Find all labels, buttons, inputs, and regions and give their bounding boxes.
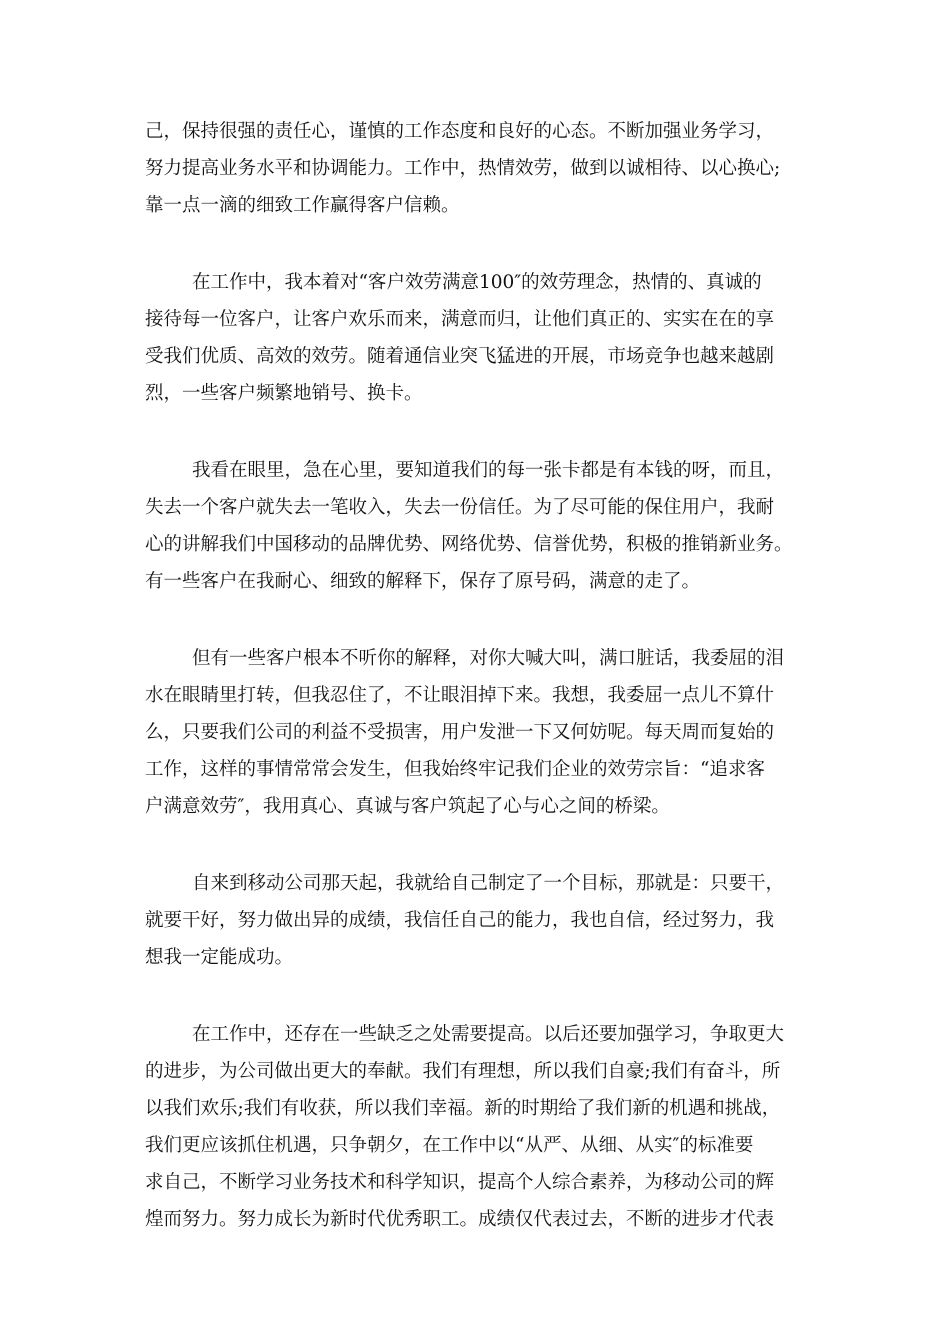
paragraph-4 [145, 640, 815, 825]
text-line: 心的讲解我们中国移动的品牌优势、网络优势、信誉优势，积极的推销新业务。 [145, 534, 793, 555]
text-line: 就要干好，努力做出异的成绩，我信任自己的能力，我也自信，经过努力，我 [145, 910, 775, 931]
text-line: 接待每一位客户，让客户欢乐而来，满意而归，让他们真正的、实实在在的享 [145, 309, 775, 330]
paragraph-6 [145, 1016, 815, 1238]
text-line: 以我们欢乐;我们有收获，所以我们幸福。新的时期给了我们新的机遇和挑战， [145, 1098, 781, 1119]
text-line: 煌而努力。努力成长为新时代优秀职工。成绩仅代表过去，不断的进步才代表 [145, 1209, 775, 1230]
text-line: 失去一个客户就失去一笔收入，失去一份信任。为了尽可能的保住用户，我耐 [145, 497, 775, 518]
text-line: 我们更应该抓住机遇，只争朝夕，在工作中以“从严、从细、从实″的标准要 [145, 1135, 754, 1156]
text-line: 在工作中，还存在一些缺乏之处需要提高。以后还要加强学习，争取更大 [192, 1024, 785, 1045]
text-line: 努力提高业务水平和协调能力。工作中，热情效劳，做到以诚相待、以心换心; [145, 158, 781, 179]
text-line: 么，只要我们公司的利益不受损害，用户发泄一下又何妨呢。每天周而复始的 [145, 722, 775, 743]
text-line: 靠一点一滴的细致工作赢得客户信赖。 [145, 195, 460, 216]
text-line: 己，保持很强的责任心，谨慎的工作态度和良好的心态。不断加强业务学习， [145, 121, 775, 142]
text-line: 在工作中，我本着对“客户效劳满意100″的效劳理念，热情的、真诚的 [192, 272, 762, 293]
text-line: 工作，这样的事情常常会发生，但我始终牢记我们企业的效劳宗旨：“追求客 [145, 759, 765, 780]
document-body [145, 113, 815, 1238]
paragraph-gap [145, 825, 815, 865]
text-line: 想我一定能成功。 [145, 947, 294, 968]
text-line: 自来到移动公司那天起，我就给自己制定了一个目标，那就是：只要干， [192, 873, 785, 894]
text-line: 户满意效劳″，我用真心、真诚与客户筑起了心与心之间的桥梁。 [145, 796, 670, 817]
paragraph-gap [145, 976, 815, 1016]
text-line: 有一些客户在我耐心、细致的解释下，保存了原号码，满意的走了。 [145, 571, 701, 592]
text-line: 烈，一些客户频繁地销号、换卡。 [145, 383, 423, 404]
text-line: 受我们优质、高效的效劳。随着通信业突飞猛进的开展，市场竞争也越来越剧 [145, 346, 775, 367]
text-line: 但有一些客户根本不听你的解释，对你大喊大叫，满口脏话，我委屈的泪 [192, 648, 785, 669]
text-line: 的进步，为公司做出更大的奉献。我们有理想，所以我们自豪;我们有奋斗，所 [145, 1061, 781, 1082]
paragraph-2 [145, 264, 815, 412]
paragraph-gap [145, 412, 815, 452]
paragraph-gap [145, 600, 815, 640]
paragraph-gap [145, 224, 815, 264]
text-line: 水在眼睛里打转，但我忍住了，不让眼泪掉下来。我想，我委屈一点儿不算什 [145, 685, 775, 706]
paragraph-3 [145, 452, 815, 600]
paragraph-5 [145, 865, 815, 976]
text-line: 我看在眼里，急在心里，要知道我们的每一张卡都是有本钱的呀，而且， [192, 460, 785, 481]
paragraph-1 [145, 113, 815, 224]
text-line: 求自己，不断学习业务技术和科学知识，提高个人综合素养，为移动公司的辉 [145, 1172, 775, 1193]
